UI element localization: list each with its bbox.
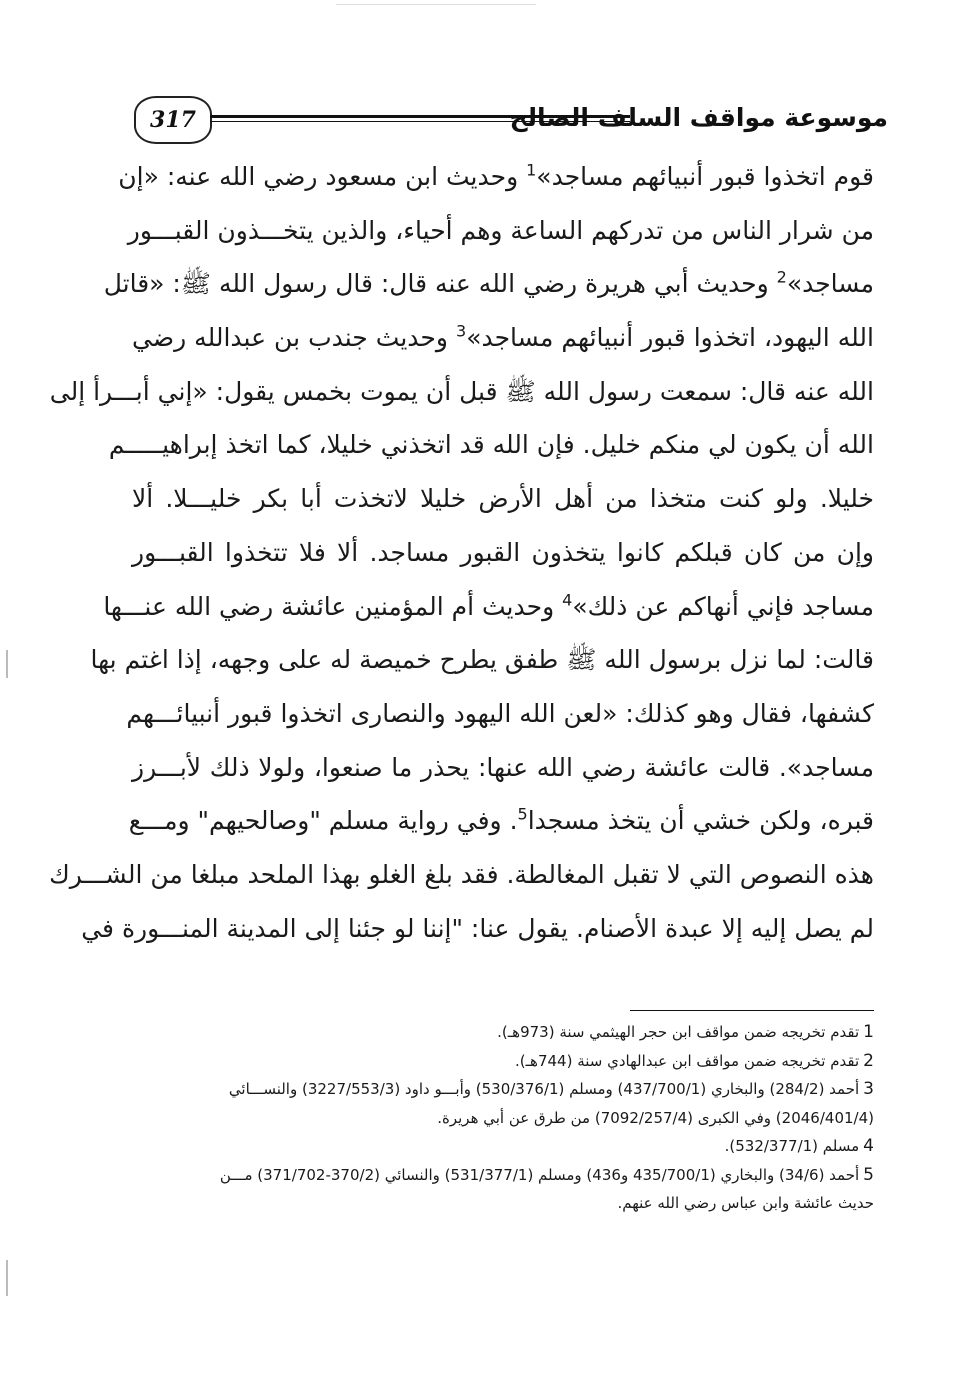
text-line <box>132 741 874 795</box>
text-line <box>126 687 874 741</box>
footnote <box>132 1075 874 1104</box>
footnote-reference[interactable]: 1 <box>526 160 537 180</box>
footnote-text: مسلم (532/377/1). <box>724 1137 860 1155</box>
footnote-number: 3 <box>863 1079 874 1099</box>
footnote <box>132 1161 874 1190</box>
line-text: الله اليهود، اتخذوا قبور أنبيائهم مساجد» <box>466 323 874 353</box>
footnote-text: تقدم تخريجه ضمن مواقف ابن حجر الهيثمي سنة (973هـ). <box>497 1023 860 1041</box>
text-line <box>49 365 874 419</box>
page-number-badge: 317 <box>134 96 212 144</box>
line-text-continued: . وفي رواية مسلم "وصالحيهم" ومـــع <box>128 806 518 836</box>
line-text-continued: وحديث ابن مسعود رضي الله عنه: «إن <box>118 162 527 191</box>
line-text-continued: وحديث أبي هريرة رضي الله عنه قال: قال رسول الله ﷺ: «قاتل <box>103 269 777 299</box>
line-text: قالت: لما نزل برسول الله ﷺ طفق يطرح خميصة له على وجهه، إذا اغتم بها <box>90 645 874 675</box>
line-text: من شرار الناس من تدركهم الساعة وهم أحياء، والذين يتخـــذون القبـــور <box>127 215 874 245</box>
text-line <box>108 418 874 472</box>
series-title: موسوعة مواقف السلف الصالح <box>509 103 888 132</box>
main-text <box>49 150 874 955</box>
line-text: مساجد». قالت عائشة رضي الله عنها: يحذر ما صنعوا، ولولا ذلك لأبـــرز <box>132 752 874 782</box>
footnotes <box>132 1018 874 1218</box>
line-text: مساجد فإني أنهاكم عن ذلك» <box>572 591 874 621</box>
line-text: الله عنه قال: سمعت رسول الله ﷺ قبل أن يموت بخمس يقول: «إني أبـــرأ إلى <box>49 376 874 406</box>
footnote <box>132 1189 874 1218</box>
text-line <box>132 472 874 526</box>
footnote-text: أحمد (284/2) والبخاري (437/700/1) ومسلم (530/376/1) وأبـــو داود (3227/553/3) والنســـائي <box>228 1080 860 1098</box>
line-text: قوم اتخذوا قبور أنبيائهم مساجد» <box>536 162 874 191</box>
scan-mark <box>336 4 536 5</box>
page-header <box>128 92 888 148</box>
line-text: لم يصل إليه إلا عبدة الأصنام. يقول عنا: "إننا لو جئنا إلى المدينة المنـــورة في <box>81 913 874 943</box>
text-line <box>128 794 874 848</box>
line-text-continued: وحديث أم المؤمنين عائشة رضي الله عنـــها <box>103 591 563 621</box>
scan-mark <box>6 650 8 678</box>
footnote-reference[interactable]: 3 <box>456 321 467 341</box>
line-text: وإن من كان قبلكم كانوا يتخذون القبور مساجد. ألا فلا تتخذوا القبـــور <box>132 537 874 567</box>
footnote-number: 2 <box>863 1050 874 1071</box>
text-line <box>49 848 874 902</box>
line-text: كشفها، فقال وهو كذلك: «لعن الله اليهود والنصارى اتخذوا قبور أنبيائـــهم <box>126 698 874 728</box>
footnote-number: 5 <box>863 1164 874 1185</box>
text-line <box>127 204 874 258</box>
line-text: خليلا. ولو كنت متخذا من أهل الأرض خليلا لاتخذت أبا بكر خليـــلا. ألا <box>132 484 874 514</box>
footnote <box>132 1104 874 1133</box>
text-line <box>90 633 874 687</box>
line-text-continued: وحديث جندب بن عبدالله رضي <box>132 323 456 353</box>
footnote-text: أحمد (34/6) والبخاري (435/700/1 و436) ومسلم (531/377/1) والنسائي (370/2-371/702) مـــن <box>219 1165 860 1184</box>
footnote-reference[interactable]: 4 <box>562 590 573 610</box>
text-line <box>132 311 874 365</box>
footnote-text: حديث عائشة وابن عباس رضي الله عنهم. <box>617 1194 874 1212</box>
text-line <box>81 902 874 956</box>
text-line <box>132 526 874 580</box>
text-line <box>118 150 874 204</box>
line-text: هذه النصوص التي لا تقبل المغالطة. فقد بلغ الغلو بهذا الملحد مبلغا من الشـــرك <box>49 859 874 889</box>
footnote <box>132 1018 874 1047</box>
footnote <box>132 1047 874 1076</box>
line-text: مساجد» <box>786 269 874 299</box>
scan-mark <box>6 1260 8 1296</box>
footnote-number: 4 <box>863 1136 874 1156</box>
footnote-reference[interactable]: 2 <box>776 268 787 288</box>
footnote-text: تقدم تخريجه ضمن مواقف ابن عبدالهادي سنة (744هـ). <box>515 1051 860 1070</box>
footnote <box>132 1132 874 1161</box>
text-line <box>103 257 874 311</box>
line-text: الله أن يكون لي منكم خليل. فإن الله قد اتخذني خليلا، كما اتخذ إبراهيـــــم <box>108 430 874 460</box>
footnote-reference[interactable]: 5 <box>517 804 528 824</box>
footnote-number: 1 <box>863 1022 874 1042</box>
text-line <box>103 580 874 634</box>
line-text: قبره، ولكن خشي أن يتخذ مسجدا <box>527 806 874 836</box>
footnote-separator <box>630 1010 874 1011</box>
footnote-text: (2046/401/4) وفي الكبرى (7092/257/4) من طرق عن أبي هريرة. <box>437 1108 874 1127</box>
